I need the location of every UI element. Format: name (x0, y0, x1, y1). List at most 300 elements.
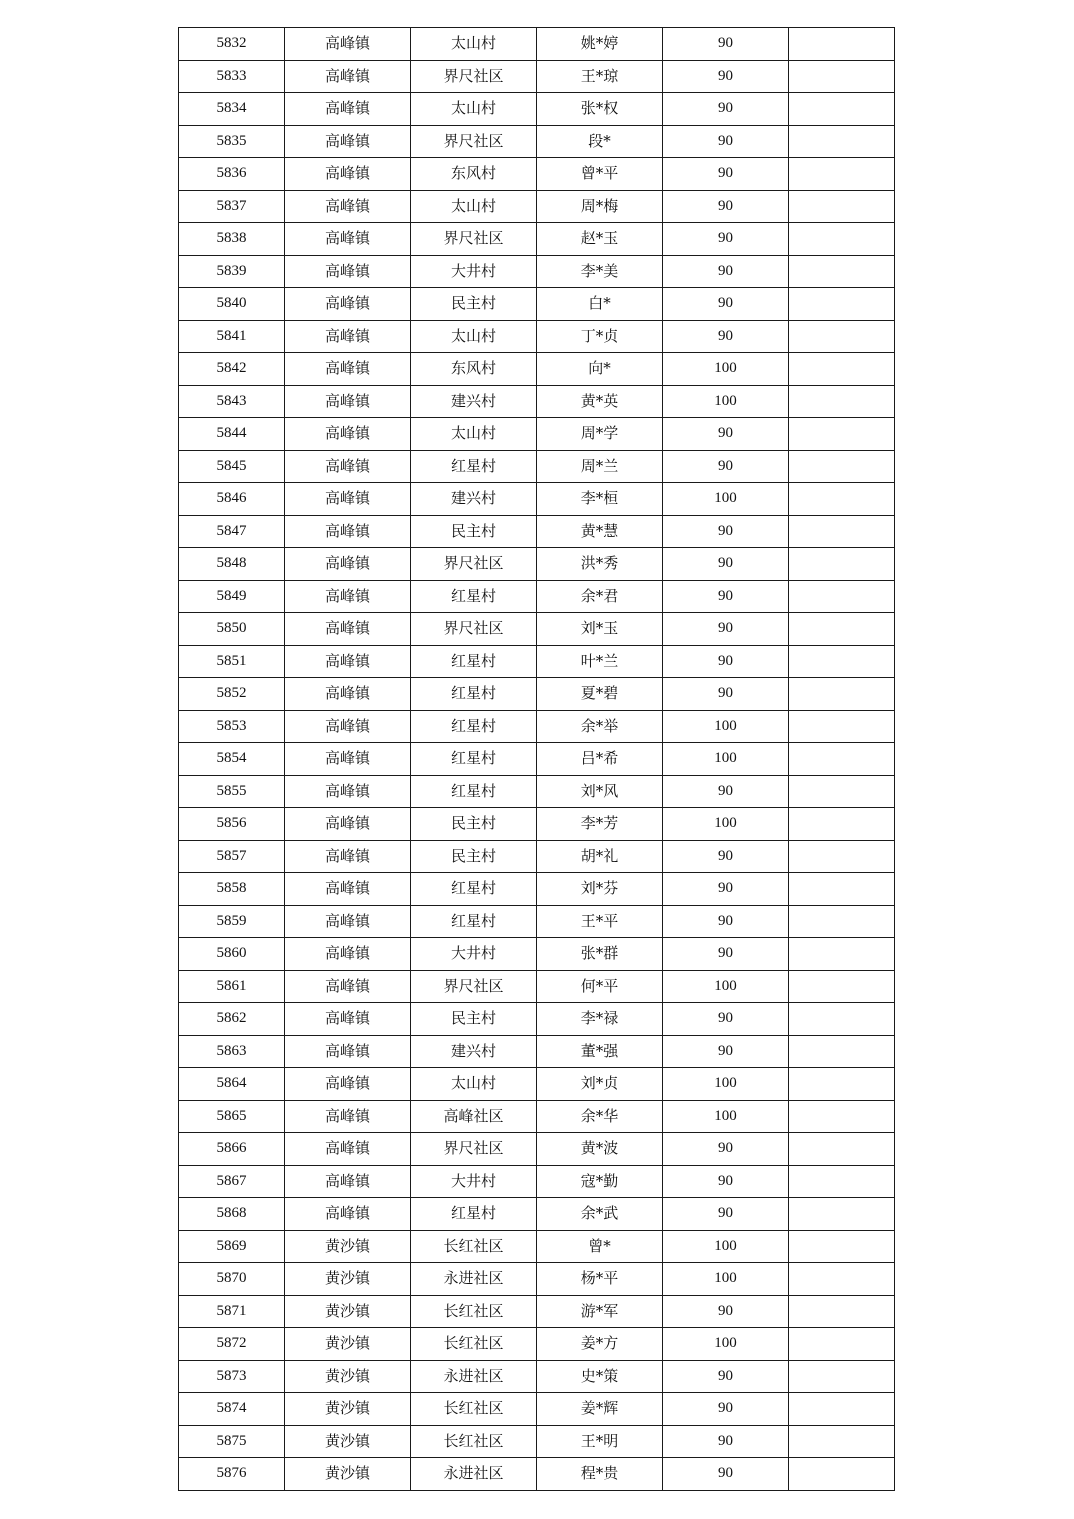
village-cell: 大井村 (411, 1165, 537, 1198)
town-cell: 高峰镇 (285, 840, 411, 873)
amount-cell: 90 (663, 93, 789, 126)
village-cell: 红星村 (411, 905, 537, 938)
town-cell: 高峰镇 (285, 190, 411, 223)
town-cell: 高峰镇 (285, 353, 411, 386)
table-row (179, 223, 895, 256)
village-cell: 红星村 (411, 1198, 537, 1231)
town-cell: 高峰镇 (285, 125, 411, 158)
amount-cell: 90 (663, 320, 789, 353)
village-cell: 红星村 (411, 775, 537, 808)
village-cell: 红星村 (411, 678, 537, 711)
serial-number-cell: 5851 (179, 645, 285, 678)
serial-number-cell: 5847 (179, 515, 285, 548)
remark-cell (789, 743, 895, 776)
table-row (179, 158, 895, 191)
town-cell: 高峰镇 (285, 418, 411, 451)
name-cell: 黄*慧 (537, 515, 663, 548)
town-cell: 高峰镇 (285, 483, 411, 516)
serial-number-cell: 5867 (179, 1165, 285, 1198)
town-cell: 黄沙镇 (285, 1360, 411, 1393)
table-row (179, 548, 895, 581)
table-row (179, 353, 895, 386)
remark-cell (789, 158, 895, 191)
remark-cell (789, 255, 895, 288)
remark-cell (789, 1328, 895, 1361)
amount-cell: 100 (663, 385, 789, 418)
table-row (179, 60, 895, 93)
name-cell: 李*美 (537, 255, 663, 288)
amount-cell: 90 (663, 645, 789, 678)
remark-cell (789, 775, 895, 808)
village-cell: 太山村 (411, 418, 537, 451)
table-row (179, 450, 895, 483)
town-cell: 高峰镇 (285, 613, 411, 646)
serial-number-cell: 5866 (179, 1133, 285, 1166)
name-cell: 姚*婷 (537, 28, 663, 61)
village-cell: 界尺社区 (411, 548, 537, 581)
name-cell: 何*平 (537, 970, 663, 1003)
town-cell: 高峰镇 (285, 710, 411, 743)
amount-cell: 90 (663, 1198, 789, 1231)
serial-number-cell: 5857 (179, 840, 285, 873)
village-cell: 长红社区 (411, 1328, 537, 1361)
village-cell: 民主村 (411, 515, 537, 548)
remark-cell (789, 450, 895, 483)
town-cell: 高峰镇 (285, 873, 411, 906)
serial-number-cell: 5869 (179, 1230, 285, 1263)
village-cell: 太山村 (411, 93, 537, 126)
village-cell: 东风村 (411, 158, 537, 191)
table-row (179, 1165, 895, 1198)
remark-cell (789, 483, 895, 516)
town-cell: 黄沙镇 (285, 1295, 411, 1328)
remark-cell (789, 515, 895, 548)
amount-cell: 90 (663, 1003, 789, 1036)
village-cell: 长红社区 (411, 1425, 537, 1458)
table-row (179, 678, 895, 711)
village-cell: 大井村 (411, 255, 537, 288)
village-cell: 太山村 (411, 1068, 537, 1101)
serial-number-cell: 5832 (179, 28, 285, 61)
name-cell: 周*梅 (537, 190, 663, 223)
table-row (179, 1100, 895, 1133)
town-cell: 黄沙镇 (285, 1425, 411, 1458)
name-cell: 董*强 (537, 1035, 663, 1068)
village-cell: 永进社区 (411, 1263, 537, 1296)
village-cell: 长红社区 (411, 1393, 537, 1426)
village-cell: 红星村 (411, 743, 537, 776)
amount-cell: 90 (663, 223, 789, 256)
name-cell: 张*权 (537, 93, 663, 126)
remark-cell (789, 1133, 895, 1166)
remark-cell (789, 385, 895, 418)
serial-number-cell: 5855 (179, 775, 285, 808)
serial-number-cell: 5856 (179, 808, 285, 841)
serial-number-cell: 5833 (179, 60, 285, 93)
amount-cell: 90 (663, 1393, 789, 1426)
amount-cell: 100 (663, 970, 789, 1003)
town-cell: 高峰镇 (285, 1133, 411, 1166)
remark-cell (789, 840, 895, 873)
village-cell: 太山村 (411, 320, 537, 353)
amount-cell: 90 (663, 775, 789, 808)
amount-cell: 90 (663, 580, 789, 613)
name-cell: 余*华 (537, 1100, 663, 1133)
town-cell: 高峰镇 (285, 158, 411, 191)
village-cell: 民主村 (411, 808, 537, 841)
village-cell: 红星村 (411, 873, 537, 906)
amount-cell: 90 (663, 288, 789, 321)
serial-number-cell: 5835 (179, 125, 285, 158)
table-row (179, 743, 895, 776)
amount-cell: 90 (663, 190, 789, 223)
table-row (179, 1035, 895, 1068)
name-cell: 周*兰 (537, 450, 663, 483)
serial-number-cell: 5841 (179, 320, 285, 353)
village-cell: 建兴村 (411, 483, 537, 516)
amount-cell: 90 (663, 905, 789, 938)
remark-cell (789, 1360, 895, 1393)
remark-cell (789, 938, 895, 971)
remark-cell (789, 1198, 895, 1231)
table-row (179, 613, 895, 646)
village-cell: 长红社区 (411, 1295, 537, 1328)
remark-cell (789, 190, 895, 223)
town-cell: 高峰镇 (285, 775, 411, 808)
table-row (179, 873, 895, 906)
serial-number-cell: 5836 (179, 158, 285, 191)
remark-cell (789, 60, 895, 93)
name-cell: 游*军 (537, 1295, 663, 1328)
amount-cell: 100 (663, 743, 789, 776)
table-row (179, 710, 895, 743)
name-cell: 史*策 (537, 1360, 663, 1393)
amount-cell: 90 (663, 450, 789, 483)
serial-number-cell: 5858 (179, 873, 285, 906)
name-cell: 洪*秀 (537, 548, 663, 581)
town-cell: 高峰镇 (285, 1100, 411, 1133)
amount-cell: 100 (663, 1230, 789, 1263)
amount-cell: 90 (663, 1360, 789, 1393)
table-row (179, 1295, 895, 1328)
table-row (179, 1133, 895, 1166)
amount-cell: 90 (663, 60, 789, 93)
town-cell: 高峰镇 (285, 645, 411, 678)
village-cell: 红星村 (411, 580, 537, 613)
name-cell: 寇*勤 (537, 1165, 663, 1198)
table-row (179, 808, 895, 841)
amount-cell: 100 (663, 1068, 789, 1101)
remark-cell (789, 678, 895, 711)
remark-cell (789, 613, 895, 646)
town-cell: 高峰镇 (285, 808, 411, 841)
table-row (179, 1393, 895, 1426)
remark-cell (789, 320, 895, 353)
village-cell: 高峰社区 (411, 1100, 537, 1133)
remark-cell (789, 1393, 895, 1426)
amount-cell: 90 (663, 515, 789, 548)
village-cell: 界尺社区 (411, 970, 537, 1003)
village-cell: 永进社区 (411, 1360, 537, 1393)
town-cell: 黄沙镇 (285, 1458, 411, 1491)
table-row (179, 1003, 895, 1036)
table-row (179, 1068, 895, 1101)
remark-cell (789, 548, 895, 581)
table-row (179, 1360, 895, 1393)
serial-number-cell: 5875 (179, 1425, 285, 1458)
remark-cell (789, 873, 895, 906)
town-cell: 高峰镇 (285, 905, 411, 938)
remark-cell (789, 1263, 895, 1296)
town-cell: 高峰镇 (285, 743, 411, 776)
village-cell: 红星村 (411, 450, 537, 483)
village-cell: 太山村 (411, 28, 537, 61)
table-row (179, 1458, 895, 1491)
amount-cell: 90 (663, 158, 789, 191)
table-row (179, 418, 895, 451)
town-cell: 高峰镇 (285, 678, 411, 711)
amount-cell: 100 (663, 483, 789, 516)
serial-number-cell: 5849 (179, 580, 285, 613)
amount-cell: 90 (663, 125, 789, 158)
serial-number-cell: 5872 (179, 1328, 285, 1361)
remark-cell (789, 28, 895, 61)
name-cell: 程*贵 (537, 1458, 663, 1491)
table-row (179, 970, 895, 1003)
remark-cell (789, 1068, 895, 1101)
table-row (179, 840, 895, 873)
table-row (179, 1425, 895, 1458)
amount-cell: 100 (663, 1263, 789, 1296)
serial-number-cell: 5843 (179, 385, 285, 418)
remark-cell (789, 288, 895, 321)
name-cell: 余*君 (537, 580, 663, 613)
table-row (179, 288, 895, 321)
table-row (179, 125, 895, 158)
name-cell: 丁*贞 (537, 320, 663, 353)
table-row (179, 1230, 895, 1263)
name-cell: 刘*玉 (537, 613, 663, 646)
remark-cell (789, 645, 895, 678)
amount-cell: 90 (663, 678, 789, 711)
name-cell: 姜*辉 (537, 1393, 663, 1426)
name-cell: 李*桓 (537, 483, 663, 516)
town-cell: 高峰镇 (285, 938, 411, 971)
town-cell: 黄沙镇 (285, 1328, 411, 1361)
village-cell: 建兴村 (411, 385, 537, 418)
serial-number-cell: 5868 (179, 1198, 285, 1231)
village-cell: 民主村 (411, 288, 537, 321)
table-row (179, 938, 895, 971)
remark-cell (789, 970, 895, 1003)
town-cell: 高峰镇 (285, 548, 411, 581)
table-row (179, 1263, 895, 1296)
roster-table-body (179, 28, 895, 1491)
name-cell: 刘*贞 (537, 1068, 663, 1101)
serial-number-cell: 5848 (179, 548, 285, 581)
amount-cell: 100 (663, 1328, 789, 1361)
serial-number-cell: 5840 (179, 288, 285, 321)
town-cell: 黄沙镇 (285, 1393, 411, 1426)
village-cell: 界尺社区 (411, 60, 537, 93)
remark-cell (789, 580, 895, 613)
name-cell: 赵*玉 (537, 223, 663, 256)
remark-cell (789, 353, 895, 386)
amount-cell: 90 (663, 1165, 789, 1198)
village-cell: 太山村 (411, 190, 537, 223)
amount-cell: 100 (663, 710, 789, 743)
name-cell: 叶*兰 (537, 645, 663, 678)
serial-number-cell: 5859 (179, 905, 285, 938)
amount-cell: 90 (663, 28, 789, 61)
name-cell: 李*芳 (537, 808, 663, 841)
serial-number-cell: 5853 (179, 710, 285, 743)
town-cell: 高峰镇 (285, 93, 411, 126)
town-cell: 高峰镇 (285, 1068, 411, 1101)
remark-cell (789, 1295, 895, 1328)
village-cell: 红星村 (411, 645, 537, 678)
village-cell: 永进社区 (411, 1458, 537, 1491)
amount-cell: 90 (663, 1035, 789, 1068)
name-cell: 周*学 (537, 418, 663, 451)
name-cell: 余*举 (537, 710, 663, 743)
town-cell: 高峰镇 (285, 1198, 411, 1231)
table-row (179, 190, 895, 223)
remark-cell (789, 93, 895, 126)
remark-cell (789, 223, 895, 256)
town-cell: 高峰镇 (285, 255, 411, 288)
name-cell: 刘*风 (537, 775, 663, 808)
remark-cell (789, 905, 895, 938)
serial-number-cell: 5844 (179, 418, 285, 451)
serial-number-cell: 5838 (179, 223, 285, 256)
serial-number-cell: 5837 (179, 190, 285, 223)
name-cell: 刘*芬 (537, 873, 663, 906)
name-cell: 李*禄 (537, 1003, 663, 1036)
serial-number-cell: 5870 (179, 1263, 285, 1296)
name-cell: 白* (537, 288, 663, 321)
name-cell: 曾*平 (537, 158, 663, 191)
village-cell: 民主村 (411, 1003, 537, 1036)
remark-cell (789, 1425, 895, 1458)
name-cell: 余*武 (537, 1198, 663, 1231)
table-row (179, 320, 895, 353)
serial-number-cell: 5860 (179, 938, 285, 971)
village-cell: 界尺社区 (411, 613, 537, 646)
table-row (179, 905, 895, 938)
village-cell: 红星村 (411, 710, 537, 743)
village-cell: 东风村 (411, 353, 537, 386)
serial-number-cell: 5861 (179, 970, 285, 1003)
table-row (179, 515, 895, 548)
table-row (179, 645, 895, 678)
remark-cell (789, 1165, 895, 1198)
serial-number-cell: 5834 (179, 93, 285, 126)
serial-number-cell: 5874 (179, 1393, 285, 1426)
amount-cell: 100 (663, 1100, 789, 1133)
town-cell: 高峰镇 (285, 1003, 411, 1036)
table-row (179, 1328, 895, 1361)
serial-number-cell: 5871 (179, 1295, 285, 1328)
village-cell: 长红社区 (411, 1230, 537, 1263)
name-cell: 曾* (537, 1230, 663, 1263)
serial-number-cell: 5873 (179, 1360, 285, 1393)
village-cell: 大井村 (411, 938, 537, 971)
amount-cell: 90 (663, 255, 789, 288)
amount-cell: 90 (663, 1295, 789, 1328)
name-cell: 杨*平 (537, 1263, 663, 1296)
amount-cell: 90 (663, 418, 789, 451)
town-cell: 高峰镇 (285, 288, 411, 321)
town-cell: 高峰镇 (285, 223, 411, 256)
remark-cell (789, 1230, 895, 1263)
name-cell: 黄*英 (537, 385, 663, 418)
table-row (179, 775, 895, 808)
remark-cell (789, 1035, 895, 1068)
serial-number-cell: 5850 (179, 613, 285, 646)
name-cell: 张*群 (537, 938, 663, 971)
roster-table (178, 27, 895, 1491)
serial-number-cell: 5865 (179, 1100, 285, 1133)
town-cell: 高峰镇 (285, 1165, 411, 1198)
serial-number-cell: 5864 (179, 1068, 285, 1101)
amount-cell: 90 (663, 873, 789, 906)
amount-cell: 90 (663, 1133, 789, 1166)
remark-cell (789, 125, 895, 158)
serial-number-cell: 5863 (179, 1035, 285, 1068)
remark-cell (789, 1458, 895, 1491)
remark-cell (789, 710, 895, 743)
town-cell: 高峰镇 (285, 385, 411, 418)
town-cell: 高峰镇 (285, 1035, 411, 1068)
amount-cell: 90 (663, 548, 789, 581)
table-row (179, 580, 895, 613)
amount-cell: 100 (663, 353, 789, 386)
remark-cell (789, 1003, 895, 1036)
name-cell: 王*平 (537, 905, 663, 938)
table-row (179, 93, 895, 126)
village-cell: 建兴村 (411, 1035, 537, 1068)
name-cell: 姜*方 (537, 1328, 663, 1361)
name-cell: 王*琼 (537, 60, 663, 93)
amount-cell: 100 (663, 808, 789, 841)
serial-number-cell: 5854 (179, 743, 285, 776)
amount-cell: 90 (663, 938, 789, 971)
town-cell: 高峰镇 (285, 515, 411, 548)
table-row (179, 1198, 895, 1231)
amount-cell: 90 (663, 1458, 789, 1491)
table-row (179, 385, 895, 418)
town-cell: 黄沙镇 (285, 1230, 411, 1263)
serial-number-cell: 5839 (179, 255, 285, 288)
town-cell: 高峰镇 (285, 28, 411, 61)
remark-cell (789, 1100, 895, 1133)
table-row (179, 255, 895, 288)
serial-number-cell: 5862 (179, 1003, 285, 1036)
serial-number-cell: 5842 (179, 353, 285, 386)
amount-cell: 90 (663, 1425, 789, 1458)
village-cell: 界尺社区 (411, 125, 537, 158)
town-cell: 高峰镇 (285, 320, 411, 353)
village-cell: 民主村 (411, 840, 537, 873)
name-cell: 胡*礼 (537, 840, 663, 873)
serial-number-cell: 5876 (179, 1458, 285, 1491)
serial-number-cell: 5845 (179, 450, 285, 483)
village-cell: 界尺社区 (411, 1133, 537, 1166)
town-cell: 黄沙镇 (285, 1263, 411, 1296)
table-row (179, 483, 895, 516)
name-cell: 段* (537, 125, 663, 158)
